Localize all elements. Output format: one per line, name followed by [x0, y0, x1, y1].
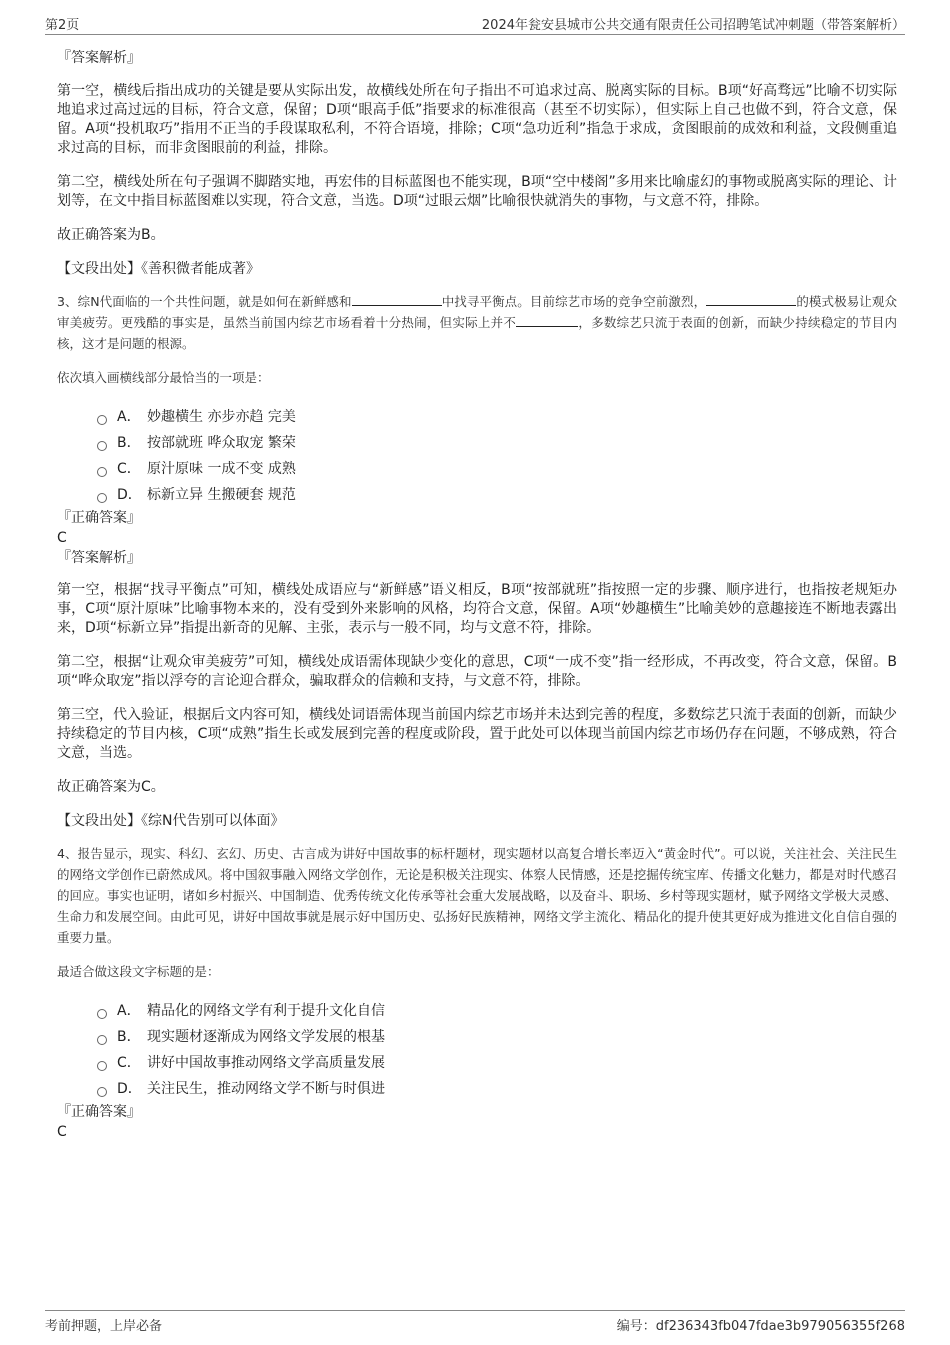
- q3-text-a: 3、综N代面临的一个共性问题，就是如何在新鲜感和: [57, 294, 352, 309]
- page-header: [45, 12, 905, 35]
- q3-analysis-p3: 第三空，代入验证，根据后文内容可知，横线处词语需体现当前国内综艺市场并未达到完善的程度，多数综艺只流于表面的创新，而缺少持续稳定的节目内核，C项“成熟”指生长或发展到完善的程度或阶段，置于此处可以体现当前国内综艺市场仍存在问题，不够成熟，符合文意，当选。: [57, 707, 897, 761]
- q4-option-b[interactable]: B． 现实题材逐渐成为网络文学发展的根基: [97, 1024, 897, 1050]
- q3-blank-2: [706, 293, 796, 306]
- radio-icon[interactable]: [97, 467, 107, 477]
- radio-icon[interactable]: [97, 1009, 107, 1019]
- q2-analysis-p1: 第一空，横线后指出成功的关键是要从实际出发，故横线处所在句子指出不可追求过高、脱离实际的目标。B项“好高骛远”比喻不切实际地追求过高过远的目标，符合文意，保留；D项“眼高手低”指要求的标准很高（甚至不切实际），但实际上自己也做不到，符合文意，保留。A项“投机取巧”指用不正当的手段谋取私利，不符合语境，排除；C项“急功近利”指急于求成，贪图眼前的成效和利益，文段侧重追求过高的目标，而非贪图眼前的利益，排除。: [57, 83, 897, 156]
- q2-analysis-label: 『答案解析』: [57, 50, 141, 66]
- q3-option-c[interactable]: C． 原汁原味 一成不变 成熟: [97, 456, 897, 482]
- q3-text-c: 的模式极易让观众审美疲劳。更残酷的事实是，虽然当前国内综艺市场看着十分热闹，但实际上并不: [57, 294, 897, 330]
- q3-question-text: [57, 291, 897, 354]
- radio-icon[interactable]: [97, 415, 107, 425]
- radio-icon[interactable]: [97, 1087, 107, 1097]
- q3-blank-3: [516, 314, 578, 327]
- q3-analysis-p1: 第一空，根据“找寻平衡点”可知，横线处成语应与“新鲜感”语义相反，B项“按部就班”指按照一定的步骤、顺序进行，也指按老规矩办事，C项“原汁原味”比喻事物本来的，没有受到外来影响的风格，均符合文意，保留。A项“妙趣横生”比喻美妙的意趣接连不断地表露出来，D项“标新立异”指提出新奇的见解、主张，表示与一般不同，均与文意不符，排除。: [57, 582, 897, 636]
- q3-analysis-p2: 第二空，根据“让观众审美疲劳”可知，横线处成语需体现缺少变化的意思，C项“一成不变”指一经形成，不再改变，符合文意，保留。B项“哗众取宠”指以浮夸的言论迎合群众，骗取群众的信赖和支持，与文意不符，排除。: [57, 654, 897, 689]
- q4-option-c[interactable]: C． 讲好中国故事推动网络文学高质量发展: [97, 1050, 897, 1076]
- q3-option-a[interactable]: A． 妙趣横生 亦步亦趋 完美: [97, 404, 897, 430]
- page-footer: [45, 1310, 905, 1334]
- q3-source: 【文段出处】《综N代告别可以体面》: [57, 813, 285, 829]
- radio-icon[interactable]: [97, 441, 107, 451]
- q4-option-d[interactable]: D． 关注民生，推动网络文学不断与时俱进: [97, 1076, 897, 1102]
- page-content: [57, 48, 897, 1142]
- footer-slogan: 考前押题，上岸必备: [45, 1319, 163, 1334]
- document-title: 2024年瓮安县城市公共交通有限责任公司招聘笔试冲刺题（带答案解析）: [481, 18, 905, 33]
- document-code: 编号：df236343fb047fdae3b979056355f268: [616, 1319, 905, 1334]
- q4-prompt: 最适合做这段文字标题的是：: [57, 964, 220, 979]
- q2-source: 【文段出处】《善积微者能成著》: [57, 261, 260, 277]
- q3-option-b[interactable]: B． 按部就班 哗众取宠 繁荣: [97, 430, 897, 456]
- radio-icon[interactable]: [97, 1061, 107, 1071]
- q2-analysis-p2: 第二空，横线处所在句子强调不脚踏实地，再宏伟的目标蓝图也不能实现，B项“空中楼阁”多用来比喻虚幻的事物或脱离实际的理论、计划等，在文中指目标蓝图难以实现，符合文意，当选。D项“过眼云烟”比喻很快就消失的事物，与文意不符，排除。: [57, 174, 897, 209]
- q4-question-text: 4、报告显示，现实、科幻、玄幻、历史、古言成为讲好中国故事的标杆题材，现实题材以高复合增长率迈入“黄金时代”。可以说，关注社会、关注民生的网络文学创作已蔚然成风。将中国叙事融入网络文学创作，无论是积极关注现实、体察人民情感，还是挖掘传统宝库、传播文化魅力，都是对时代感召的回应。事实也证明，诸如乡村振兴、中国制造、优秀传统文化传承等社会重大发展战略，以及奋斗、职场、乡村等现实题材，赋予网络文学极大灵感、生命力和发展空间。由此可见，讲好中国故事就是展示好中国历史、弘扬好民族精神，网络文学主流化、精品化的提升使其更好成为推进文化自信自强的重要力量。: [57, 846, 897, 945]
- q3-analysis-label: 『答案解析』: [57, 550, 141, 566]
- q3-conclusion: 故正确答案为C。: [57, 779, 165, 795]
- q3-blank-1: [352, 293, 442, 306]
- page-number: 第2页: [45, 18, 80, 33]
- q3-answer: C: [57, 530, 67, 546]
- q3-option-d[interactable]: D． 标新立异 生搬硬套 规范: [97, 482, 897, 508]
- q4-answer: C: [57, 1124, 67, 1140]
- q2-conclusion: 故正确答案为B。: [57, 227, 165, 243]
- radio-icon[interactable]: [97, 1035, 107, 1045]
- q3-options: [97, 404, 897, 508]
- q3-text-b: 中找寻平衡点。目前综艺市场的竞争空前激烈，: [441, 294, 707, 309]
- q4-options: [97, 998, 897, 1102]
- q3-text-d: ，多数综艺只流于表面的创新，而缺少持续稳定的节目内核，这才是问题的根源。: [57, 315, 897, 351]
- radio-icon[interactable]: [97, 493, 107, 503]
- q3-prompt: 依次填入画横线部分最恰当的一项是：: [57, 370, 270, 385]
- q3-answer-label: 『正确答案』: [57, 510, 141, 526]
- q4-option-a[interactable]: A． 精品化的网络文学有利于提升文化自信: [97, 998, 897, 1024]
- q4-answer-label: 『正确答案』: [57, 1104, 141, 1120]
